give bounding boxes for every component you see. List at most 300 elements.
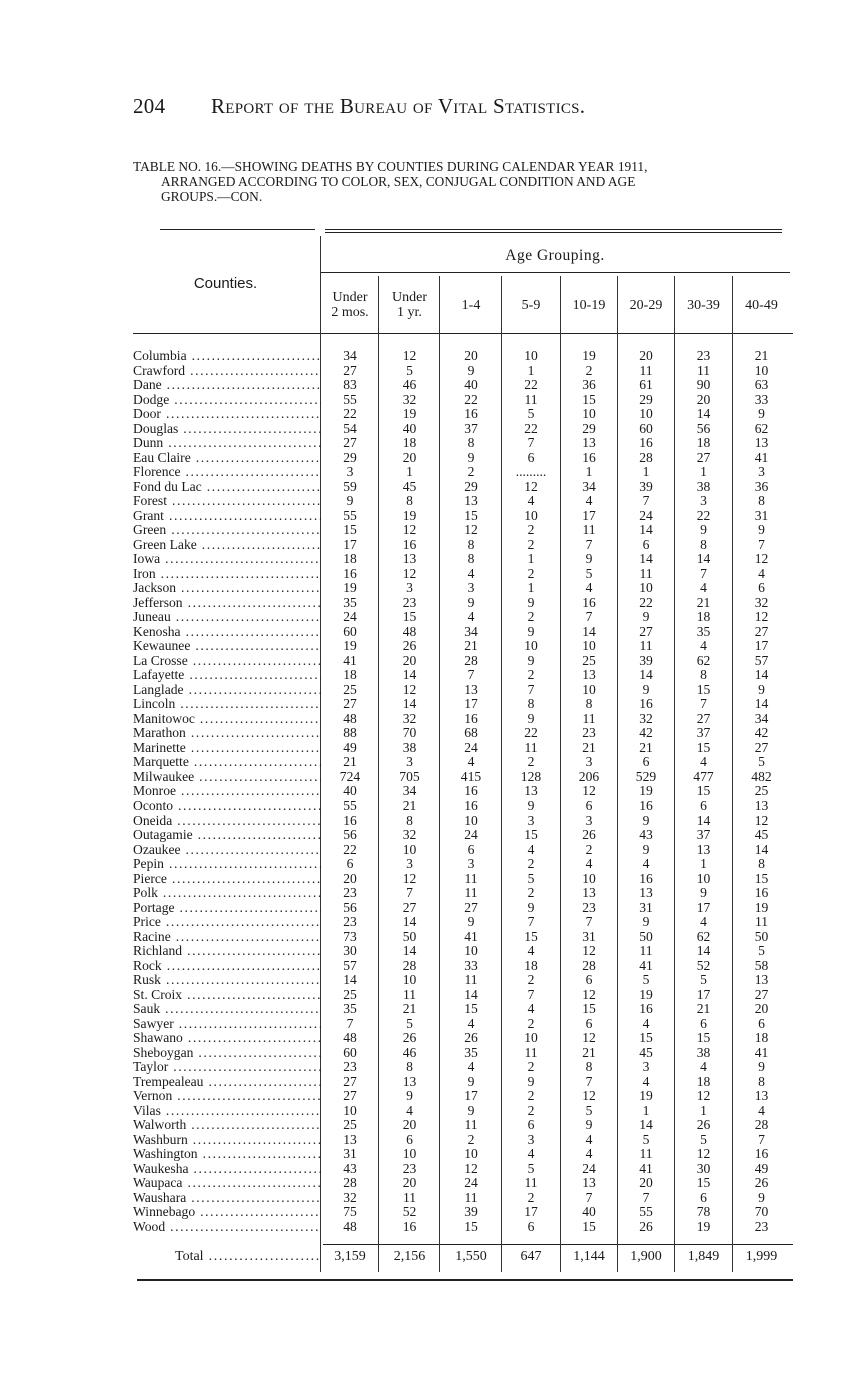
cell-age-5-9: 9 <box>527 1073 535 1089</box>
page-header <box>133 94 793 119</box>
cell-age-30-39: 38 <box>696 1044 711 1060</box>
table-row <box>133 901 793 916</box>
caption-line-2: ARRANGED ACCORDING TO COLOR, SEX, CONJUGAL CONDITION AND AGE <box>161 174 636 189</box>
cell-under-1-yr: 18 <box>402 435 417 451</box>
cell-age-20-29: 31 <box>639 899 653 915</box>
cell-age-1-4: 39 <box>464 1204 478 1220</box>
col-header-5-9: 5-9 <box>521 298 541 313</box>
cell-age-20-29: 11 <box>639 943 653 959</box>
cell-age-30-39: 78 <box>696 1204 711 1220</box>
cell-age-40-49: 17 <box>754 638 769 654</box>
cell-under-2-mos: 22 <box>343 406 357 422</box>
cell-under-2-mos: 34 <box>343 348 357 363</box>
cell-under-2-mos: 16 <box>343 565 357 581</box>
cell-age-40-49: 12 <box>754 609 769 625</box>
cell-under-2-mos: 48 <box>343 1218 357 1234</box>
cell-age-5-9: 22 <box>524 377 538 393</box>
county-name: Ozaukee ..... <box>133 843 321 858</box>
cell-age-30-39: 15 <box>696 783 711 799</box>
cell-age-10-19: 9 <box>585 551 593 567</box>
cell-under-1-yr: 45 <box>402 478 417 494</box>
cell-under-1-yr: 16 <box>402 1218 417 1234</box>
table-body <box>133 349 793 1234</box>
cell-age-20-29: 41 <box>639 957 653 973</box>
cell-age-30-39: 18 <box>696 1073 711 1089</box>
cell-age-20-29: 9 <box>642 681 650 697</box>
cell-age-30-39: 52 <box>696 957 711 973</box>
table-row <box>133 349 793 364</box>
cell-age-1-4: 11 <box>464 1189 478 1205</box>
total-under-1-yr: 2,156 <box>393 1249 426 1264</box>
cell-under-1-yr: 40 <box>402 420 417 436</box>
cell-age-20-29: 1 <box>642 464 650 480</box>
cell-age-20-29: 16 <box>639 797 653 813</box>
cell-age-1-4: 9 <box>467 1073 475 1089</box>
cell-age-20-29: 20 <box>639 348 653 363</box>
county-name: Grant ..... <box>133 509 321 524</box>
table-row <box>133 1147 793 1162</box>
cell-age-20-29: 3 <box>642 1059 650 1075</box>
cell-under-2-mos: 27 <box>343 696 357 712</box>
cell-under-2-mos: 10 <box>343 1102 357 1118</box>
cell-age-40-49: 26 <box>754 1175 769 1191</box>
cell-age-10-19: 5 <box>585 565 593 581</box>
county-name: Rusk ..... <box>133 973 321 988</box>
cell-age-30-39: 6 <box>700 1189 707 1205</box>
cell-age-1-4: 11 <box>464 972 478 988</box>
county-name: Washburn ..... <box>133 1133 321 1148</box>
cell-age-1-4: 3 <box>467 580 475 596</box>
cell-age-40-49: 4 <box>758 1102 765 1118</box>
cell-age-5-9: 17 <box>524 1204 538 1220</box>
cell-age-1-4: 16 <box>464 797 478 813</box>
cell-age-20-29: 14 <box>639 667 653 683</box>
bottom-rule <box>137 1279 793 1281</box>
cell-age-20-29: 55 <box>639 1204 653 1220</box>
counties-header: Counties. <box>193 275 258 292</box>
cell-age-1-4: 24 <box>464 827 478 843</box>
cell-age-5-9: 15 <box>524 827 538 843</box>
cell-age-1-4: 15 <box>464 1001 478 1017</box>
cell-under-1-yr: 21 <box>402 797 417 813</box>
cell-age-10-19: 21 <box>582 739 596 755</box>
table-row <box>133 422 793 437</box>
cell-age-40-49: 27 <box>754 986 769 1002</box>
cell-age-5-9: 10 <box>524 507 538 523</box>
cell-age-10-19: 12 <box>582 986 596 1002</box>
table-row <box>133 1220 793 1235</box>
cell-age-5-9: 7 <box>527 435 535 451</box>
cell-under-2-mos: 9 <box>346 493 354 509</box>
top-rule-right <box>325 229 782 230</box>
cell-age-20-29: 39 <box>639 478 653 494</box>
cell-age-5-9: 5 <box>527 870 535 886</box>
cell-age-40-49: 14 <box>754 841 769 857</box>
county-name: Dodge ..... <box>133 393 321 408</box>
cell-under-2-mos: 13 <box>343 1131 357 1147</box>
cell-age-1-4: 40 <box>464 377 478 393</box>
cell-under-1-yr: 10 <box>402 841 417 857</box>
cell-age-40-49: 3 <box>758 464 765 480</box>
cell-age-1-4: 415 <box>460 768 482 784</box>
cell-age-10-19: 13 <box>582 667 596 683</box>
cell-age-40-49: 32 <box>754 594 769 610</box>
cell-age-20-29: 39 <box>639 652 653 668</box>
cell-age-40-49: 19 <box>754 899 769 915</box>
table-row <box>133 407 793 422</box>
cell-age-40-49: 12 <box>754 812 769 828</box>
cell-age-1-4: 35 <box>464 1044 478 1060</box>
cell-age-10-19: 11 <box>582 710 596 726</box>
table-row <box>133 872 793 887</box>
county-name: Juneau ..... <box>133 610 321 625</box>
cell-age-10-19: 23 <box>582 725 596 741</box>
cell-age-20-29: 10 <box>639 580 653 596</box>
cell-age-30-39: 37 <box>696 827 711 843</box>
cell-age-1-4: 20 <box>464 348 478 363</box>
county-name: Iron ..... <box>133 567 321 582</box>
cell-age-30-39: 14 <box>696 406 711 422</box>
cell-under-2-mos: 22 <box>343 841 357 857</box>
cell-age-5-9: 9 <box>527 594 535 610</box>
cell-under-1-yr: 11 <box>402 1189 417 1205</box>
cell-age-10-19: 4 <box>585 1146 593 1162</box>
cell-age-1-4: 34 <box>464 623 478 639</box>
cell-age-40-49: 18 <box>754 1030 769 1046</box>
cell-age-10-19: 206 <box>578 768 600 784</box>
total-label: Total ..... <box>175 1248 321 1266</box>
cell-age-30-39: 4 <box>700 638 707 654</box>
cell-age-1-4: 8 <box>467 551 475 567</box>
cell-age-20-29: 7 <box>642 1189 650 1205</box>
cell-age-30-39: 38 <box>696 478 711 494</box>
county-name: Dunn ..... <box>133 436 321 451</box>
cell-age-5-9: 6 <box>527 1117 535 1133</box>
cell-age-1-4: 4 <box>467 1059 475 1075</box>
cell-age-5-9: 4 <box>527 493 535 509</box>
cell-under-1-yr: 12 <box>402 681 417 697</box>
cell-under-1-yr: 11 <box>402 986 417 1002</box>
cell-age-40-49: 57 <box>754 652 769 668</box>
cell-age-10-19: 7 <box>585 1073 593 1089</box>
county-name: Vernon ..... <box>133 1089 321 1104</box>
cell-under-1-yr: 6 <box>406 1131 413 1147</box>
cell-age-30-39: 15 <box>696 1175 711 1191</box>
cell-under-1-yr: 20 <box>402 1117 417 1133</box>
cell-age-40-49: 482 <box>751 768 772 784</box>
cell-under-1-yr: 5 <box>406 362 413 378</box>
cell-age-10-19: 4 <box>585 493 593 509</box>
cell-age-40-49: 5 <box>758 754 765 770</box>
cell-age-1-4: 21 <box>464 638 478 654</box>
total-row <box>133 1248 793 1266</box>
cell-age-40-49: 21 <box>754 348 769 363</box>
cell-age-40-49: 11 <box>754 914 769 930</box>
col-header-under-1-yr: Under 1 yr. <box>392 290 427 320</box>
cell-age-1-4: 41 <box>464 928 478 944</box>
cell-age-10-19: 24 <box>582 1160 596 1176</box>
cell-under-1-yr: 12 <box>402 565 417 581</box>
cell-age-5-9: 8 <box>527 696 535 712</box>
county-name: Marathon ..... <box>133 726 321 741</box>
cell-age-30-39: 3 <box>700 493 707 509</box>
cell-age-20-29: 27 <box>639 623 653 639</box>
cell-under-2-mos: 25 <box>343 681 357 697</box>
cell-under-2-mos: 41 <box>343 652 357 668</box>
col-header-under-2-mos: Under 2 mos. <box>331 290 369 320</box>
cell-age-30-39: 62 <box>696 652 711 668</box>
cell-age-1-4: 29 <box>464 478 478 494</box>
cell-age-10-19: 6 <box>585 972 593 988</box>
cell-age-20-29: 11 <box>639 565 653 581</box>
cell-under-2-mos: 57 <box>343 957 357 973</box>
cell-under-2-mos: 88 <box>343 725 357 741</box>
cell-age-40-49: 34 <box>754 710 769 726</box>
cell-age-20-29: 4 <box>642 1015 650 1031</box>
cell-age-1-4: 22 <box>464 391 478 407</box>
cell-age-40-49: 7 <box>758 536 765 552</box>
cell-age-30-39: 8 <box>700 536 707 552</box>
total-age-20-29: 1,900 <box>630 1249 662 1264</box>
cell-under-2-mos: 35 <box>343 1001 357 1017</box>
cell-age-1-4: 68 <box>464 725 478 741</box>
cell-age-1-4: 11 <box>464 870 478 886</box>
table-row <box>133 1205 793 1220</box>
cell-under-2-mos: 23 <box>343 885 357 901</box>
cell-age-40-49: 33 <box>754 391 769 407</box>
table-row <box>133 509 793 524</box>
cell-age-10-19: 7 <box>585 536 593 552</box>
cell-age-40-49: 27 <box>754 623 769 639</box>
cell-age-1-4: 6 <box>467 841 475 857</box>
total-age-10-19: 1,144 <box>573 1249 605 1264</box>
cell-age-10-19: 3 <box>585 812 593 828</box>
cell-age-1-4: 24 <box>464 1175 478 1191</box>
cell-age-10-19: 8 <box>585 1059 593 1075</box>
cell-age-5-9: 128 <box>520 768 542 784</box>
cell-age-20-29: 1 <box>642 1102 650 1118</box>
cell-age-40-49: 62 <box>754 420 769 436</box>
table-row <box>133 581 793 596</box>
county-name: Florence ..... <box>133 465 321 480</box>
county-name: Kenosha ..... <box>133 625 321 640</box>
cell-age-30-39: 35 <box>696 623 711 639</box>
county-name: Sheboygan ..... <box>133 1046 321 1061</box>
cell-age-20-29: 11 <box>639 638 653 654</box>
table-row <box>133 1133 793 1148</box>
cell-age-5-9: ......... <box>515 464 547 480</box>
cell-under-1-yr: 7 <box>406 885 413 901</box>
cell-age-20-29: 61 <box>639 377 653 393</box>
county-name: Green ..... <box>133 523 321 538</box>
cell-under-1-yr: 14 <box>402 914 417 930</box>
cell-age-30-39: 14 <box>696 551 711 567</box>
cell-age-5-9: 9 <box>527 710 535 726</box>
county-name: Wood ..... <box>133 1220 321 1235</box>
cell-under-2-mos: 19 <box>343 638 357 654</box>
cell-age-40-49: 9 <box>758 522 765 538</box>
total-top-rule <box>323 1244 793 1245</box>
cell-age-10-19: 10 <box>582 681 596 697</box>
cell-age-1-4: 9 <box>467 362 475 378</box>
county-name: Price ..... <box>133 915 321 930</box>
cell-age-5-9: 9 <box>527 797 535 813</box>
cell-age-30-39: 15 <box>696 1030 711 1046</box>
cell-age-30-39: 17 <box>696 986 711 1002</box>
header-bottom-rule <box>133 333 793 334</box>
table-row <box>133 843 793 858</box>
cell-age-30-39: 23 <box>696 348 711 363</box>
county-name: Outagamie ..... <box>133 828 321 843</box>
cell-age-30-39: 6 <box>700 797 707 813</box>
table-row <box>133 915 793 930</box>
cell-age-20-29: 9 <box>642 812 650 828</box>
cell-under-2-mos: 55 <box>343 391 357 407</box>
cell-under-2-mos: 19 <box>343 580 357 596</box>
cell-age-40-49: 5 <box>758 943 765 959</box>
cell-age-5-9: 3 <box>527 1131 535 1147</box>
county-name: Walworth ..... <box>133 1118 321 1133</box>
county-name: Langlade ..... <box>133 683 321 698</box>
cell-age-5-9: 2 <box>527 536 535 552</box>
cell-under-1-yr: 14 <box>402 696 417 712</box>
cell-under-2-mos: 75 <box>343 1204 357 1220</box>
age-group-rule <box>320 272 790 273</box>
cell-age-20-29: 11 <box>639 1146 653 1162</box>
cell-age-5-9: 1 <box>527 551 535 567</box>
cell-age-5-9: 6 <box>527 1218 535 1234</box>
cell-age-10-19: 28 <box>582 957 596 973</box>
cell-age-40-49: 7 <box>758 1131 765 1147</box>
cell-under-2-mos: 48 <box>343 710 357 726</box>
cell-age-20-29: 41 <box>639 1160 653 1176</box>
cell-under-1-yr: 16 <box>402 536 417 552</box>
cell-under-1-yr: 4 <box>406 1102 413 1118</box>
cell-under-2-mos: 27 <box>343 1073 357 1089</box>
table-row <box>133 596 793 611</box>
cell-age-30-39: 22 <box>696 507 711 523</box>
cell-under-1-yr: 14 <box>402 943 417 959</box>
cell-under-2-mos: 16 <box>343 812 357 828</box>
cell-age-20-29: 6 <box>642 754 650 770</box>
table-row <box>133 393 793 408</box>
table-row <box>133 828 793 843</box>
cell-age-30-39: 18 <box>696 609 711 625</box>
cell-age-5-9: 2 <box>527 522 535 538</box>
cell-age-1-4: 4 <box>467 754 475 770</box>
cell-under-2-mos: 14 <box>343 972 357 988</box>
cell-under-1-yr: 3 <box>406 580 413 596</box>
cell-age-10-19: 7 <box>585 1189 593 1205</box>
cell-age-30-39: 11 <box>696 362 711 378</box>
cell-age-40-49: 9 <box>758 1059 765 1075</box>
cell-age-10-19: 14 <box>582 623 596 639</box>
table-row <box>133 378 793 393</box>
cell-age-10-19: 12 <box>582 1030 596 1046</box>
cell-age-5-9: 2 <box>527 754 535 770</box>
cell-age-1-4: 26 <box>464 1030 478 1046</box>
cell-under-1-yr: 21 <box>402 1001 417 1017</box>
top-rule-left <box>160 229 315 230</box>
cell-age-20-29: 26 <box>639 1218 653 1234</box>
cell-age-30-39: 18 <box>696 435 711 451</box>
cell-age-30-39: 9 <box>700 522 707 538</box>
cell-age-30-39: 5 <box>700 972 707 988</box>
cell-age-1-4: 9 <box>467 449 475 465</box>
table-row <box>133 1075 793 1090</box>
cell-age-20-29: 16 <box>639 870 653 886</box>
cell-age-5-9: 2 <box>527 1102 535 1118</box>
cell-age-5-9: 9 <box>527 623 535 639</box>
county-name: Sawyer ..... <box>133 1017 321 1032</box>
cell-under-2-mos: 48 <box>343 1030 357 1046</box>
table-row <box>133 1162 793 1177</box>
cell-age-20-29: 50 <box>639 928 653 944</box>
cell-age-20-29: 42 <box>639 725 653 741</box>
cell-age-40-49: 16 <box>754 885 769 901</box>
cell-age-5-9: 10 <box>524 1030 538 1046</box>
table-row <box>133 567 793 582</box>
cell-age-1-4: 37 <box>464 420 478 436</box>
cell-age-20-29: 5 <box>642 972 650 988</box>
cell-age-20-29: 19 <box>639 1088 653 1104</box>
cell-age-1-4: 27 <box>464 899 478 915</box>
cell-under-2-mos: 35 <box>343 594 357 610</box>
cell-under-1-yr: 32 <box>402 710 417 726</box>
cell-age-40-49: 63 <box>754 377 769 393</box>
cell-age-10-19: 29 <box>582 420 596 436</box>
cell-age-30-39: 1 <box>700 856 707 872</box>
cell-age-5-9: 18 <box>524 957 538 973</box>
cell-under-1-yr: 19 <box>402 507 417 523</box>
page-number: 204 <box>133 94 166 118</box>
cell-under-1-yr: 12 <box>402 870 417 886</box>
cell-age-40-49: 10 <box>754 362 769 378</box>
cell-under-1-yr: 38 <box>402 739 417 755</box>
cell-age-10-19: 1 <box>585 464 593 480</box>
cell-under-1-yr: 32 <box>402 827 417 843</box>
cell-age-10-19: 36 <box>582 377 596 393</box>
cell-under-1-yr: 46 <box>402 377 417 393</box>
table-row <box>133 697 793 712</box>
cell-age-5-9: 11 <box>524 1044 538 1060</box>
cell-age-30-39: 4 <box>700 1059 707 1075</box>
cell-age-40-49: 20 <box>754 1001 769 1017</box>
cell-age-30-39: 15 <box>696 739 711 755</box>
col-header-20-29: 20-29 <box>629 298 663 313</box>
cell-under-2-mos: 28 <box>343 1175 357 1191</box>
table-row <box>133 480 793 495</box>
cell-age-10-19: 17 <box>582 507 596 523</box>
table-row <box>133 1017 793 1032</box>
cell-age-1-4: 9 <box>467 1102 475 1118</box>
table-row <box>133 959 793 974</box>
table-row <box>133 988 793 1003</box>
table-row <box>133 523 793 538</box>
cell-under-2-mos: 7 <box>346 1015 354 1031</box>
cell-age-10-19: 8 <box>585 696 593 712</box>
cell-under-1-yr: 13 <box>402 551 417 567</box>
table-row <box>133 1191 793 1206</box>
table-row <box>133 1104 793 1119</box>
cell-age-30-39: 26 <box>696 1117 711 1133</box>
cell-under-1-yr: 52 <box>402 1204 417 1220</box>
county-name: Winnebago ..... <box>133 1205 321 1220</box>
table-row <box>133 610 793 625</box>
cell-age-30-39: 37 <box>696 725 711 741</box>
cell-age-40-49: 15 <box>754 870 769 886</box>
top-rule-right-2 <box>325 232 782 233</box>
